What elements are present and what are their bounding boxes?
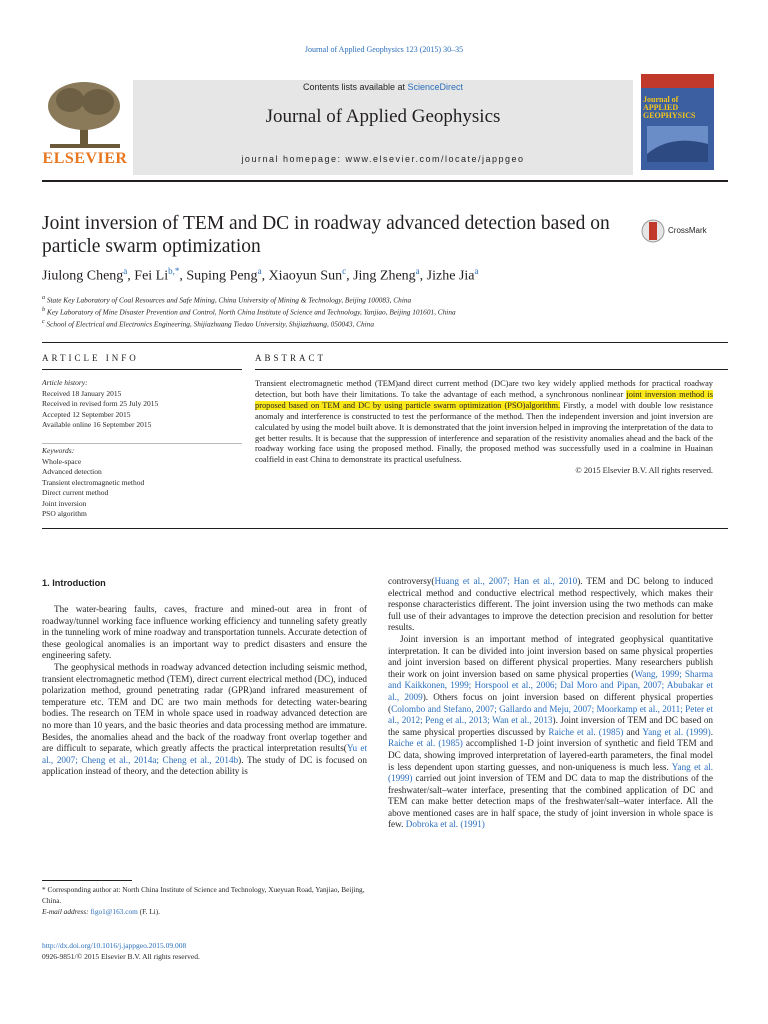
author-affiliation-marker[interactable]: a [123, 266, 128, 276]
author-affiliation-marker[interactable]: b,* [168, 266, 180, 276]
journal-title: Journal of Applied Geophysics [265, 106, 501, 127]
keywords-list: Keywords: Whole-space Advanced detection Transient electromagnetic method Direct current method Joint inversion PSO algorithm [42, 446, 145, 518]
footnote-rule [42, 880, 132, 881]
citation-link[interactable]: Colombo and Stefano, 2007; Gallardo and Meju, 2007; Moorkamp et al., 2011; Peter et al., 2012; Peng et al., 2013; Wan et al., 2013 [388, 703, 713, 726]
citation-link[interactable]: Huang et al., 2007; Han et al., 2010 [434, 576, 578, 586]
crossmark-icon [641, 216, 665, 246]
citation-link[interactable]: Wang, 1999; Sharma and Kaikkonen, 1999; Horspool et al., 2006; Dal Moro and Pipan, 2007; Abubakar et al., 2009 [388, 668, 713, 702]
author-name[interactable]: Jing Zheng [353, 268, 416, 284]
author-name[interactable]: Xiaoyun Sun [268, 268, 343, 284]
article-info-heading: ARTICLE INFO [42, 353, 139, 363]
body-rule [42, 528, 728, 529]
abstract-body: Transient electromagnetic method (TEM)and direct current method (DC)are two key widely applied methods for practical roadway detection, but both have their limitations. To take the advantage of each method, a synchronous nonlinear joint inversion method is proposed based on TEM and DC by using particle swarm optimization (PSO)algorithm. Firstly, a model with double low resistance anomaly and interference is constructed to test the performance of the method. Then the independent inversion and joint inversion are calculated by using the model built above. It is demonstrated that the joint inversion helped in improving the interpretation of the data to get better results. It is because that the suppression of interference and separation of the resistivity anomalies ahead and the back of the roadway working face using the proposed method. Finally, the proposed method was successfully used in a coalmine in Huainan coalfield in east China to demonstrate its practical usefulness. © 2015 Elsevier B.V. All rights reserved. [255, 379, 713, 476]
crossmark-label: CrossMark [668, 226, 707, 235]
right-column [388, 576, 713, 831]
intro-paragraph-1: The water-bearing faults, caves, fracture and mined-out area in front of roadway/tunnel working face influence working efficiency and tunneling safety greatly in the tunneling work of mine roadway and transportation tunnels. Accurate detection of these geological anomalies is an important way to predict disasters and ensure the engineering safety. [42, 604, 367, 661]
publisher-name: ELSEVIER [42, 150, 128, 167]
header-rule [42, 180, 728, 182]
affiliation-c: $^c$ School of Electrical and Electronics Engineering, Shijiazhuang Tiedao University, Shijiazhuang, 050043, China [42, 319, 374, 329]
journal-reference-link[interactable]: Journal of Applied Geophysics 123 (2015) 30–35 [304, 45, 464, 54]
citation-link[interactable]: Yang et al. (1999) [388, 761, 713, 784]
citation-link[interactable]: Raiche et al. (1985) [388, 738, 463, 749]
intro-paragraph-2: The geophysical methods in roadway advanced detection including seismic method, transient electromagnetic method (TEM), direct current electrical method (DC), induced polarization method, ground penetrating radar (GPR)and infrared measurement of temperature etc. TEM and DC are two main methods for detecting water-bearing bodies. The research on TEM in whole space used in roadway advanced detection are no more than 10 years, and the basic theories and data processing method are immature. Besides, the anomalies ahead and the back of the roadway front overlap together and are difficult to separate, which greatly affects the practical interpretation results(Yu et al., 2007; Cheng et al., 2014a; Cheng et al., 2014b). The study of DC is focused on application instead of theory, and the detection ability is [42, 661, 367, 777]
citation-link[interactable]: Raiche et al. (1985) [548, 726, 624, 737]
section-heading-introduction: 1. Introduction [42, 578, 106, 588]
doi-link[interactable]: http://dx.doi.org/10.1016/j.jappgeo.2015.09.008 [42, 941, 187, 950]
author-name[interactable]: Jizhe Jia [426, 268, 475, 284]
sciencedirect-link[interactable]: ScienceDirect [407, 82, 464, 92]
left-column [42, 604, 367, 778]
crossmark-button[interactable] [641, 216, 721, 246]
abstract-heading: ABSTRACT [255, 353, 327, 363]
journal-homepage[interactable]: journal homepage: www.elsevier.com/locate/jappgeo [241, 154, 525, 164]
author-affiliation-marker[interactable]: a [257, 266, 262, 276]
citation-link[interactable]: Yu et al., 2007; Cheng et al., 2014a; Cheng et al., 2014b [42, 743, 367, 765]
article-history: Article history: Received 18 January 2015 Received in revised form 25 July 2015 Accepted 12 September 2015 Available online 16 September 2015 [42, 378, 159, 429]
abstract-copyright: © 2015 Elsevier B.V. All rights reserved. [575, 466, 713, 476]
contents-line: Contents lists available at ScienceDirect [302, 82, 464, 92]
intro-paragraph-3: Joint inversion is an important method of integrated geophysical quantitative interpretation. It can be divided into joint inversion based on same physical properties and joint inversion based on different physical properties. Many researchers publish their work on joint inversion based on same physical properties (Wang, 1999; Sharma and Kaikkonen, 1999; Horspool et al., 2006; Dal Moro and Pipan, 2007; Abubakar et al., 2009). Others focus on joint inversion based on different physical properties (Colombo and Stefano, 2007; Gallardo and Meju, 2007; Moorkamp et al., 2011; Peter et al., 2012; Peng et al., 2013; Wan et al., 2013). Joint inversion of TEM and DC based on the same physical properties discussed by Raiche et al. (1985) and Yang et al. (1999). Raiche et al. (1985) accomplished 1-D joint inversion of synthetic and field TEM and DC data, showing improved interpretation of layered-earth parameters, the final model is less dependent upon starting guesses, and non-uniqueness is much less. Yang et al. (1999) carried out joint inversion of TEM and DC data to map the distributions of the freshwater/salt–water interface, presenting that the combined application of DC and TEM can make better detection maps of the freshwater/salt–water interface. All the above mentioned cases are in half space, the study of joint inversion in whole space is few. Dobroka et al. (1991) [388, 633, 714, 830]
cover-title: Journal of APPLIED GEOPHYSICS [643, 95, 696, 120]
author-affiliation-marker[interactable]: a [474, 266, 479, 276]
citation-link[interactable]: Dobroka et al. (1991) [405, 819, 485, 830]
article-title: Joint inversion of TEM and DC in roadway advanced detection based on particle swarm optimization [42, 213, 610, 257]
author-affiliation-marker[interactable]: a [415, 266, 420, 276]
author-list: Jiulong Cheng$^a$, Fei $Li^{b,*}$, Suping Peng$^a$, Xiaoyun Sun$^c$, Jing Zheng$^a$, Jizhe Jia$^a$ [42, 266, 479, 284]
keywords-rule [42, 443, 242, 444]
affiliation-b: $^b$ Key Laboratory of Mine Disaster Prevention and Control, North China Institute of Science and Technology, Yanjiao, Beijing 101601, China [42, 307, 456, 317]
author-affiliation-marker[interactable]: c [342, 266, 347, 276]
affiliation-a: $^a$ State Key Laboratory of Coal Resources and Safe Mining, China University of Mining & Technology, Beijing 100083, China [42, 295, 412, 305]
abstract-rule [255, 369, 728, 370]
intro-paragraph-2-cont: controversy(Huang et al., 2007; Han et al., 2010). TEM and DC belong to induced electrical method and conductive electrical method respectively, which makes their response characteristics different. The joint inversion using the two methods can make full use of their advantages to improve the detection precision and resolution for better results. [388, 576, 713, 633]
author-name[interactable]: Suping Peng [186, 268, 258, 284]
article-info-rule [42, 369, 242, 370]
author-name[interactable]: Fei Li [134, 268, 169, 284]
email-link[interactable]: figo1@163.com [90, 907, 138, 916]
author-name[interactable]: Jiulong Cheng [42, 268, 124, 284]
doi-block: http://dx.doi.org/10.1016/j.jappgeo.2015.09.008 0926-9851/© 2015 Elsevier B.V. All rights reserved. [42, 941, 372, 962]
citation-link[interactable]: Yang et al. (1999) [642, 726, 711, 737]
section-rule [42, 342, 728, 343]
highlighted-text: joint inversion method is proposed based on TEM and DC by using particle swarm optimization (PSO)algorithm. [255, 389, 713, 410]
footnote: * Corresponding author at: North China Institute of Science and Technology, Xueyuan Road, Yanjiao, Beijing, China. E-mail address: figo1@163.com (F. Li). [42, 885, 365, 916]
journal-cover-image [641, 74, 714, 170]
